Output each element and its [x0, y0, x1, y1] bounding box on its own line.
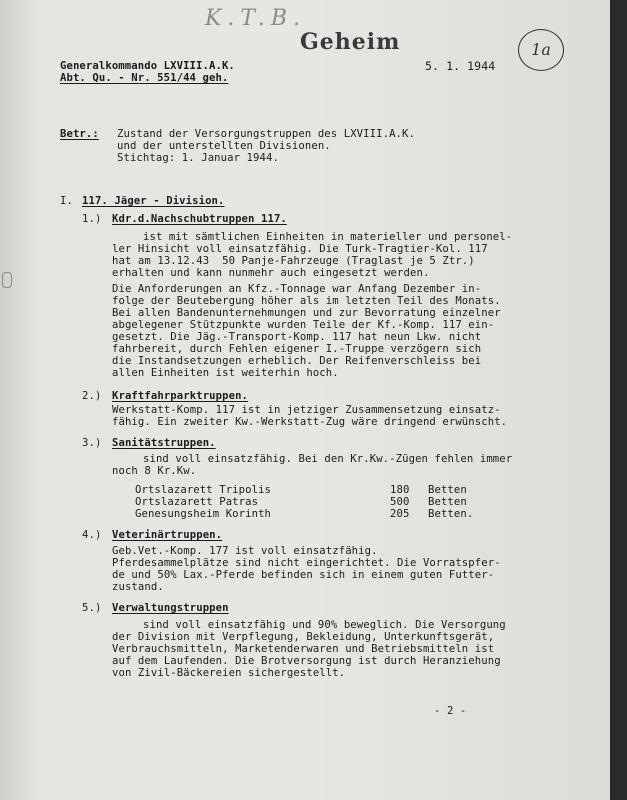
section-number: 2.) [82, 390, 102, 402]
text-line: Pferdesammelplätze sind nicht eingerichtet. Die Vorratspfer- [112, 557, 501, 569]
text-line: Werkstatt-Komp. 117 ist in jetziger Zusammensetzung einsatz- [112, 404, 501, 416]
command-line: Generalkommando LXVIII.A.K. [60, 60, 235, 72]
subject-line-1: Zustand der Versorgungstruppen des LXVIII.A.K. [117, 128, 415, 140]
subject-label: Betr.: [60, 128, 99, 140]
text-line: ist mit sämtlichen Einheiten in materieller und personel- [143, 231, 513, 243]
page-circle [518, 29, 564, 71]
division-title: 117. Jäger - Division. [82, 195, 225, 207]
section-title: Sanitätstruppen. [112, 437, 216, 449]
document-date: 5. 1. 1944 [425, 59, 496, 73]
text-line: fahrbereit, durch Fehlen eigener I.-Truppe verzögern sich [112, 343, 482, 355]
hospital-name: Genesungsheim Korinth [135, 508, 272, 520]
scan-edge [610, 0, 627, 800]
division-number: I. [60, 195, 73, 207]
text-line: Die Anforderungen an Kfz.-Tonnage war Anfang Dezember in- [112, 283, 482, 295]
text-line: abgelegener Stützpunkte wurden Teile der Kf.-Komp. 117 ein- [112, 319, 495, 331]
subject-line-2: und der unterstellten Divisionen. [117, 140, 331, 152]
hospital-name: Ortslazarett Patras [135, 496, 259, 508]
hospital-name: Ortslazarett Tripolis [135, 484, 272, 496]
text-line: Geb.Vet.-Komp. 177 ist voll einsatzfähig. [112, 545, 378, 557]
text-line: ler Hinsicht voll einsatzfähig. Die Turk-Tragtier-Kol. 117 [112, 243, 488, 255]
bed-count: 180 [390, 484, 410, 496]
section-title: Kraftfahrparktruppen. [112, 390, 249, 402]
text-line: die Instandsetzungen erheblich. Der Reifenverschleiss bei [112, 355, 482, 367]
text-line: sind voll einsatzfähig. Bei den Kr.Kw.-Zügen fehlen immer [143, 453, 513, 465]
text-line: fähig. Ein zweiter Kw.-Werkstatt-Zug wäre dringend erwünscht. [112, 416, 508, 428]
text-line: allen Einheiten ist weiterhin hoch. [112, 367, 339, 379]
section-number: 5.) [82, 602, 102, 614]
bed-unit: Betten [428, 484, 467, 496]
text-line: zustand. [112, 581, 164, 593]
punch-hole [2, 272, 12, 288]
classification-stamp: Geheim [300, 29, 401, 55]
page-circle-label: 1a [531, 40, 551, 59]
text-line: auf dem Laufenden. Die Brotversorgung ist durch Heranziehung [112, 655, 501, 667]
section-number: 3.) [82, 437, 102, 449]
text-line: gesetzt. Die Jäg.-Transport-Komp. 117 hat neun Lkw. nicht [112, 331, 482, 343]
text-line: von Zivil-Bäckereien sichergestellt. [112, 667, 346, 679]
text-line: noch 8 Kr.Kw. [112, 465, 197, 477]
bed-unit: Betten [428, 496, 467, 508]
text-line: folge der Beutebergung höher als im letzten Teil des Monats. [112, 295, 501, 307]
section-number: 1.) [82, 213, 102, 225]
text-line: hat am 13.12.43 50 Panje-Fahrzeuge (Traglast je 5 Ztr.) [112, 255, 475, 267]
subject-line-3: Stichtag: 1. Januar 1944. [117, 152, 279, 164]
section-title: Kdr.d.Nachschubtruppen 117. [112, 213, 287, 225]
bed-unit: Betten. [428, 508, 474, 520]
pencil-mark: K.T.B. [205, 6, 307, 31]
section-number: 4.) [82, 529, 102, 541]
text-line: der Division mit Verpflegung, Bekleidung, Unterkunftsgerät, [112, 631, 495, 643]
section-title: Verwaltungstruppen [112, 602, 229, 614]
page-number: - 2 - [434, 705, 467, 717]
text-line: sind voll einsatzfähig und 90% beweglich. Die Versorgung [143, 619, 506, 631]
text-line: de und 50% Lax.-Pferde befinden sich in einem guten Futter- [112, 569, 495, 581]
text-line: Verbrauchsmitteln, Marketenderwaren und Betriebsmitteln ist [112, 643, 495, 655]
text-line: erhalten und kann nunmehr auch eingesetzt werden. [112, 267, 430, 279]
bed-count: 500 [390, 496, 410, 508]
bed-count: 205 [390, 508, 410, 520]
section-title: Veterinärtruppen. [112, 529, 223, 541]
reference-number: Abt. Qu. - Nr. 551/44 geh. [60, 72, 229, 84]
text-line: Bei allen Bandenunternehmungen und zur Bevorratung einzelner [112, 307, 501, 319]
